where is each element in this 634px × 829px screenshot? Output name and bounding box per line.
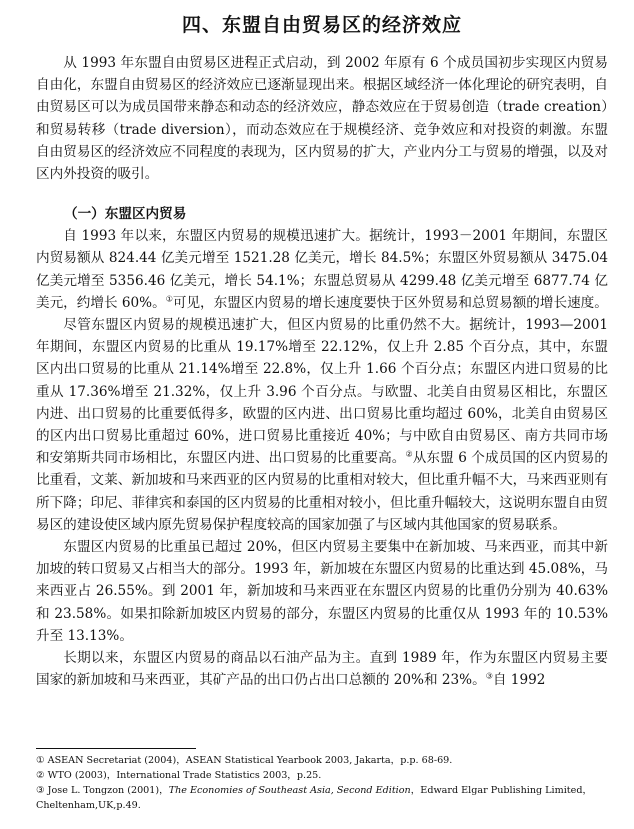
paragraph-4 [36,647,608,691]
footnote-3 [36,783,608,813]
footnote-2-text: WTO (2003)，International Trade Statistics 2003，p.25. [47,770,322,781]
paragraph-4-text: 长期以来，东盟区内贸易的商品以石油产品为主。直到 1989 年，作为东盟区内贸易主要国家的新加坡和马来西亚，其矿产品的出口仍占出口总额的 20%和 23%。 [36,650,608,689]
footnote-2-mark: ② [36,770,45,781]
footnote-divider [36,748,196,749]
footnote-1 [36,753,608,768]
footnote-ref-2[interactable]: ② [405,449,413,459]
footnote-3-author: Jose L. Tongzon (2001)， [47,785,169,796]
paragraph-1 [36,225,608,314]
footnote-ref-1[interactable]: ① [165,294,173,304]
paragraph-2-text: 尽管东盟区内贸易的规模迅速扩大，但区内贸易的比重仍然不大。据统计，1993—2001 年期间，东盟区内贸易的比重从 19.17%增至 22.12%，仅上升 2.85 个百分点，其中，东盟区内出口贸易的比重从 21.14%增至 22.8%，仅上升 1.66 个百分点；东盟区内进口贸易的比重从 17.36%增至 21.32%，仅上升 3.96 个百分点。与欧盟、北美自由贸易区相比，东盟区内进、出口贸易的比重要低得多，欧盟的区内进、出口贸易比重均超过 60%，北美自由贸易区的区内出口贸易比重超过 60%，进口贸易比重接近 40%；与中欧自由贸易区、南方共同市场和安第斯共同市场相比，东盟区内进、出口贸易的比重要高。 [36,317,608,467]
paragraph-2 [36,314,608,536]
footnote-1-text: ASEAN Secretariat (2004)，ASEAN Statistical Yearbook 2003, Jakarta，p.p. 68-69. [47,755,453,766]
footnote-2 [36,768,608,783]
footnotes [36,748,608,813]
section-heading: （一）东盟区内贸易 [64,206,187,223]
paragraph-3: 东盟区内贸易的比重虽已超过 20%，但区内贸易主要集中在新加坡、马来西亚，而其中新加坡的转口贸易又占相当大的部分。1993 年，新加坡在东盟区内贸易的比重达到 45.08%，马来西亚占 26.55%。到 2001 年，新加坡和马来西亚在东盟区内贸易的比重仍分别为 40.63%和 23.58%。如果扣除新加坡区内贸易的部分，东盟区内贸易的比重仅从 1993 年的 10.53%升至 13.13%。 [36,539,608,644]
footnote-3-mark: ③ [36,785,45,796]
paragraph-1-text: 自 1993 年以来，东盟区内贸易的规模迅速扩大。据统计，1993－2001 年期间，东盟区内贸易额从 824.44 亿美元增至 1521.28 亿美元，增长 84.5%；东盟区外贸易额从 3475.04 亿美元增至 5356.46 亿美元，增长 54.1%；东盟总贸易从 4299.48 亿美元增至 6877.74 亿美元，约增长 60%。 [36,228,608,311]
footnote-3-book-title: The Economies of Southeast Asia, Second Edition [168,785,411,796]
paragraph-1-tail: 可见，东盟区内贸易的增长速度要快于区外贸易和总贸易额的增长速度。 [172,294,608,311]
paragraph-4-tail: 自 1992 [492,672,546,689]
footnote-3-publisher: ，Edward Elgar Publishing Limited，Cheltenham,UK,p.49. [36,785,593,811]
page-title: 四、东盟自由贸易区的经济效应 [181,14,462,36]
footnote-1-mark: ① [36,755,45,766]
footnote-ref-3[interactable]: ③ [485,671,493,681]
intro-paragraph: 从 1993 年东盟自由贸易区进程正式启动，到 2002 年原有 6 个成员国初步实现区内贸易自由化，东盟自由贸易区的经济效应已逐渐显现出来。根据区域经济一体化理论的研究表明，自由贸易区可以为成员国带来静态和动态的经济效应，静态效应在于贸易创造（trade creation）和贸易转移（trade diversion），而动态效应在于规模经济、竞争效应和对投资的刺激。东盟自由贸易区的经济效应不同程度的表现为，区内贸易的扩大，产业内分工与贸易的增强，以及对区内外投资的吸引。 [36,55,608,183]
paragraph-2-tail: 从东盟 6 个成员国的区内贸易的比重看，文莱、新加坡和马来西亚的区内贸易的比重相对较大，但比重升幅不大，马来西亚则有所下降；印尼、菲律宾和泰国的区内贸易的比重相对较小，但比重升幅较大，这说明东盟自由贸易区的建设使区域内原先贸易保护程度较高的国家加强了与区域内其他国家的贸易联系。 [36,450,609,533]
